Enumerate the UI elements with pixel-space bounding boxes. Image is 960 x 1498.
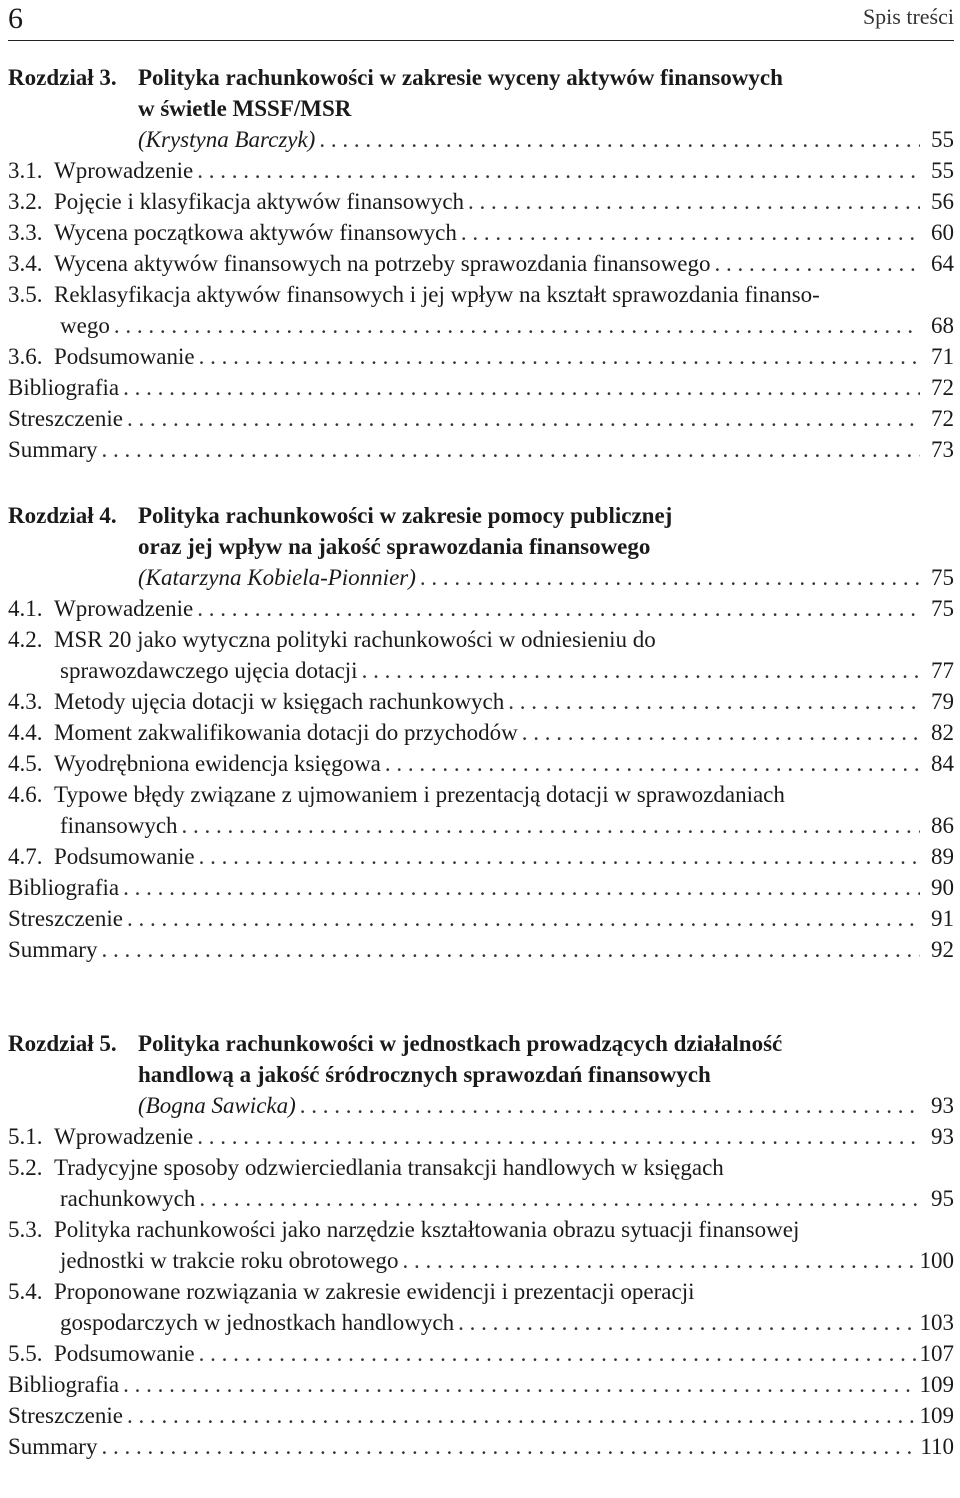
toc-entry-line — [8, 748, 954, 779]
section-title: Wprowadzenie — [54, 596, 194, 621]
chapter-heading — [8, 62, 954, 124]
toc-entry-line — [8, 341, 954, 372]
section-number: 4.7. — [8, 844, 43, 869]
chapter-title-line — [8, 1028, 954, 1059]
page-ref: 93 — [931, 1124, 954, 1149]
section-number: 3.2. — [8, 189, 43, 214]
toc-entry-line — [8, 934, 954, 965]
dot-leader — [197, 593, 920, 624]
running-title: Spis treści — [862, 4, 954, 29]
page-ref: 82 — [931, 720, 954, 745]
section-title: Wycena początkowa aktywów finansowych — [54, 220, 457, 245]
section-title: Wyodrębniona ewidencja księgowa — [54, 751, 381, 776]
section-number: 4.5. — [8, 751, 43, 776]
toc-entry[interactable] — [8, 1152, 954, 1214]
dot-leader — [123, 872, 920, 903]
toc-entry-line — [8, 903, 954, 934]
section-title: Polityka rachunkowości jako narzędzie kształtowania obrazu sytuacji finansowej — [54, 1217, 800, 1242]
toc-entry[interactable] — [8, 1338, 954, 1369]
chapter-section — [8, 1028, 954, 1462]
dot-leader — [714, 248, 920, 279]
chapter-section — [8, 500, 954, 965]
section-title: Streszczenie — [8, 1403, 123, 1428]
page-ref: 110 — [920, 1434, 954, 1459]
toc-entry[interactable] — [8, 841, 954, 872]
toc-entry[interactable] — [8, 934, 954, 965]
dot-leader — [101, 1431, 916, 1462]
page-ref: 91 — [931, 906, 954, 931]
page-ref: 86 — [931, 813, 954, 838]
toc-entry-line — [8, 248, 954, 279]
section-title: Streszczenie — [8, 906, 123, 931]
dot-leader — [199, 841, 920, 872]
section-title: Bibliografia — [8, 1372, 120, 1397]
toc-entry[interactable] — [8, 186, 954, 217]
chapter-author-line[interactable] — [8, 562, 954, 593]
section-title: Metody ujęcia dotacji w księgach rachunkowych — [54, 689, 505, 714]
dot-leader — [114, 310, 920, 341]
page-ref: 92 — [931, 937, 954, 962]
toc-entry[interactable] — [8, 1276, 954, 1338]
section-title: Wprowadzenie — [54, 158, 194, 183]
section-number: 3.1. — [8, 158, 43, 183]
dot-leader — [101, 434, 920, 465]
toc-entry-line — [8, 155, 954, 186]
chapter-author-line[interactable] — [8, 124, 954, 155]
toc-entry[interactable] — [8, 1400, 954, 1431]
section-title: Wycena aktywów finansowych na potrzeby sprawozdania finansowego — [54, 251, 711, 276]
toc-entry-line — [8, 1183, 954, 1214]
chapter-author: (Katarzyna Kobiela-Pionnier) — [138, 565, 416, 590]
page-ref: 56 — [931, 189, 954, 214]
toc-entry[interactable] — [8, 624, 954, 686]
chapter-title-line — [8, 1059, 954, 1090]
toc-entry-line — [8, 372, 954, 403]
dot-leader — [468, 186, 920, 217]
dot-leader — [199, 1338, 916, 1369]
chapter-title: Polityka rachunkowości w zakresie wyceny aktywów finansowych — [138, 65, 783, 90]
page-ref: 64 — [931, 251, 954, 276]
page-ref: 75 — [931, 565, 954, 590]
page-ref: 109 — [919, 1403, 954, 1428]
dot-leader — [300, 1090, 920, 1121]
section-title: Summary — [8, 437, 98, 462]
page-ref: 89 — [931, 844, 954, 869]
section-number: 4.1. — [8, 596, 43, 621]
section-title: Podsumowanie — [54, 344, 195, 369]
section-title: sprawozdawczego ujęcia dotacji — [60, 658, 358, 683]
dot-leader — [420, 562, 920, 593]
toc-entry[interactable] — [8, 434, 954, 465]
page-ref: 68 — [931, 313, 954, 338]
toc-entry-line — [8, 1276, 954, 1307]
dot-leader — [362, 655, 920, 686]
dot-leader — [461, 217, 920, 248]
section-number: 5.2. — [8, 1155, 43, 1180]
page-ref: 109 — [919, 1372, 954, 1397]
toc-entry[interactable] — [8, 872, 954, 903]
section-number: 3.4. — [8, 251, 43, 276]
page-ref: 77 — [931, 658, 954, 683]
page-ref: 93 — [931, 1093, 954, 1118]
dot-leader — [522, 717, 920, 748]
toc-entry[interactable] — [8, 1431, 954, 1462]
page-ref: 75 — [931, 596, 954, 621]
section-title: Streszczenie — [8, 406, 123, 431]
section-title: Moment zakwalifikowania dotacji do przychodów — [54, 720, 518, 745]
section-title: Typowe błędy związane z ujmowaniem i prezentacją dotacji w sprawozdaniach — [54, 782, 785, 807]
page-ref: 90 — [931, 875, 954, 900]
dot-leader — [123, 372, 920, 403]
page-ref: 84 — [931, 751, 954, 776]
section-number: 4.3. — [8, 689, 43, 714]
toc-entry-line — [8, 779, 954, 810]
section-number: 3.3. — [8, 220, 43, 245]
section-number: 3.6. — [8, 344, 43, 369]
section-title: Tradycyjne sposoby odzwierciedlania transakcji handlowych w księgach — [54, 1155, 724, 1180]
toc-entry[interactable] — [8, 593, 954, 624]
page-number: 6 — [8, 2, 23, 35]
page-ref: 100 — [919, 1248, 954, 1273]
toc-entry-line — [8, 279, 954, 310]
page-ref: 55 — [931, 158, 954, 183]
chapter-author: (Bogna Sawicka) — [138, 1093, 296, 1118]
dot-leader — [319, 124, 920, 155]
section-number: 4.2. — [8, 627, 43, 652]
toc-entry[interactable] — [8, 341, 954, 372]
toc-entry[interactable] — [8, 1214, 954, 1276]
section-title: rachunkowych — [60, 1186, 196, 1211]
chapter-author-line[interactable] — [8, 1090, 954, 1121]
toc-entry-line — [8, 434, 954, 465]
section-title: jednostki w trakcie roku obrotowego — [60, 1248, 399, 1273]
page-ref: 107 — [919, 1341, 954, 1366]
toc-entry[interactable] — [8, 217, 954, 248]
toc-entry[interactable] — [8, 779, 954, 841]
section-title: Pojęcie i klasyfikacja aktywów finansowych — [54, 189, 465, 214]
toc-entry-line — [8, 1431, 954, 1462]
dot-leader — [199, 341, 920, 372]
chapter-title: handlową a jakość śródrocznych sprawozdań finansowych — [138, 1062, 711, 1087]
toc-entry-line — [8, 655, 954, 686]
dot-leader — [197, 155, 920, 186]
page-ref: 103 — [919, 1310, 954, 1335]
toc-entry[interactable] — [8, 403, 954, 434]
toc-entry[interactable] — [8, 155, 954, 186]
chapter-label: Rozdział 5. — [8, 1031, 117, 1056]
page-ref: 72 — [931, 406, 954, 431]
section-title: Summary — [8, 1434, 98, 1459]
toc-entry-line — [8, 217, 954, 248]
dot-leader — [199, 1183, 920, 1214]
section-number: 4.4. — [8, 720, 43, 745]
section-number: 5.3. — [8, 1217, 43, 1242]
toc-entry-line — [8, 1369, 954, 1400]
section-title: Proponowane rozwiązania w zakresie ewidencji i prezentacji operacji — [54, 1279, 695, 1304]
dot-leader — [127, 403, 920, 434]
dot-leader — [127, 1400, 916, 1431]
chapter-title-line — [8, 531, 954, 562]
section-number: 3.5. — [8, 282, 43, 307]
section-number: 5.4. — [8, 1279, 43, 1304]
chapter-title: oraz jej wpływ na jakość sprawozdania finansowego — [138, 534, 651, 559]
chapter-title-line — [8, 93, 954, 124]
section-title: Podsumowanie — [54, 844, 195, 869]
chapter-label: Rozdział 3. — [8, 65, 117, 90]
toc-entry[interactable] — [8, 248, 954, 279]
chapter-title: w świetle MSSF/MSR — [138, 96, 352, 121]
dot-leader — [385, 748, 920, 779]
section-number: 5.1. — [8, 1124, 43, 1149]
toc-entry[interactable] — [8, 748, 954, 779]
toc-entry-line — [8, 310, 954, 341]
chapter-title-line — [8, 62, 954, 93]
toc-entry-line — [8, 1245, 954, 1276]
dot-leader — [182, 810, 920, 841]
section-title: Reklasyfikacja aktywów finansowych i jej wpływ na kształt sprawozdania finanso- — [54, 282, 820, 307]
dot-leader — [127, 903, 920, 934]
toc-entry-line — [8, 1400, 954, 1431]
section-title: Bibliografia — [8, 375, 120, 400]
page-ref: 73 — [931, 437, 954, 462]
toc-entry-line — [8, 717, 954, 748]
page-ref: 55 — [931, 127, 954, 152]
section-title: finansowych — [60, 813, 178, 838]
toc-entry[interactable] — [8, 1121, 954, 1152]
toc-entry-line — [8, 186, 954, 217]
dot-leader — [403, 1245, 916, 1276]
toc-entry-line — [8, 872, 954, 903]
toc-entry-line — [8, 1307, 954, 1338]
toc-entry[interactable] — [8, 372, 954, 403]
toc-entry-line — [8, 686, 954, 717]
toc-entry[interactable] — [8, 1369, 954, 1400]
chapter-title: Polityka rachunkowości w zakresie pomocy publicznej — [138, 503, 673, 528]
section-number: 4.6. — [8, 782, 43, 807]
section-title: Bibliografia — [8, 875, 120, 900]
dot-leader — [197, 1121, 920, 1152]
chapter-title: Polityka rachunkowości w jednostkach prowadzących działalność — [138, 1031, 783, 1056]
toc-entry-line — [8, 1338, 954, 1369]
section-number: 5.5. — [8, 1341, 43, 1366]
page-ref: 71 — [931, 344, 954, 369]
toc-entry-line — [8, 593, 954, 624]
toc-entry-line — [8, 403, 954, 434]
section-title: Summary — [8, 937, 98, 962]
page-ref: 79 — [931, 689, 954, 714]
dot-leader — [458, 1307, 915, 1338]
chapter-heading — [8, 1028, 954, 1090]
toc-entry[interactable] — [8, 903, 954, 934]
chapter-title-line — [8, 500, 954, 531]
dot-leader — [101, 934, 920, 965]
page-ref: 72 — [931, 375, 954, 400]
chapter-heading — [8, 500, 954, 562]
toc-entry[interactable] — [8, 717, 954, 748]
section-title: Podsumowanie — [54, 1341, 195, 1366]
toc-entry[interactable] — [8, 279, 954, 341]
section-title: gospodarczych w jednostkach handlowych — [60, 1310, 455, 1335]
toc-entry-line — [8, 1152, 954, 1183]
toc-entry-line — [8, 1121, 954, 1152]
chapter-author: (Krystyna Barczyk) — [138, 127, 316, 152]
toc-entry-line — [8, 810, 954, 841]
section-title: wego — [60, 313, 110, 338]
toc-entry-line — [8, 841, 954, 872]
page-ref: 60 — [931, 220, 954, 245]
page-header — [8, 0, 954, 41]
section-title: Wprowadzenie — [54, 1124, 194, 1149]
toc-entry-line — [8, 624, 954, 655]
dot-leader — [123, 1369, 915, 1400]
page-ref: 95 — [931, 1186, 954, 1211]
chapter-label: Rozdział 4. — [8, 503, 117, 528]
toc-entry-line — [8, 1214, 954, 1245]
section-title: MSR 20 jako wytyczna polityki rachunkowości w odniesieniu do — [54, 627, 656, 652]
dot-leader — [508, 686, 920, 717]
toc-entry[interactable] — [8, 686, 954, 717]
chapter-section — [8, 62, 954, 465]
